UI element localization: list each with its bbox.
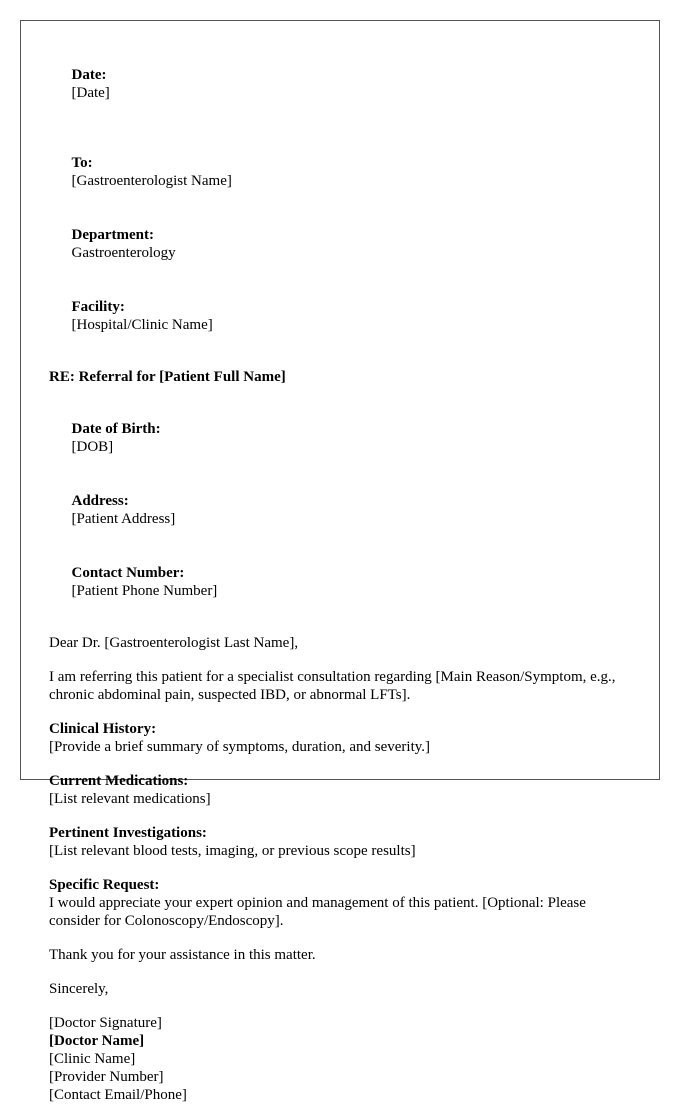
- thanks-line: Thank you for your assistance in this matter.: [49, 947, 316, 963]
- current-medications-section: [49, 772, 631, 808]
- re-block: [49, 368, 631, 386]
- clinical-history-section: [49, 720, 631, 756]
- doctor-signature: [Doctor Signature]: [49, 1015, 162, 1031]
- section-heading: Pertinent Investigations:: [49, 825, 207, 841]
- referral-letter: [20, 20, 660, 1103]
- section-heading: Current Medications:: [49, 773, 189, 789]
- date-label: Date:: [71, 67, 107, 83]
- closing-line: Sincerely,: [49, 981, 109, 997]
- department-value: Gastroenterology: [71, 245, 176, 261]
- section-body: [List relevant medications]: [49, 791, 211, 807]
- facility-value: [Hospital/Clinic Name]: [71, 317, 213, 333]
- section-body: I would appreciate your expert opinion and management of this patient. [Optional: Please consider for Colonoscopy/Endoscopy].: [49, 895, 590, 929]
- dob-value: [DOB]: [71, 439, 114, 455]
- re-line: RE: Referral for [Patient Full Name]: [49, 369, 286, 385]
- doctor-name: [Doctor Name]: [49, 1033, 145, 1049]
- facility-label: Facility:: [71, 299, 125, 315]
- date-value: [Date]: [71, 85, 110, 101]
- section-body: [List relevant blood tests, imaging, or previous scope results]: [49, 843, 416, 859]
- to-label: To:: [71, 155, 93, 171]
- address-label: Address:: [71, 493, 129, 509]
- section-heading: Clinical History:: [49, 721, 157, 737]
- patient-block: [49, 402, 631, 618]
- pertinent-investigations-section: [49, 824, 631, 860]
- contact-number-value: [Patient Phone Number]: [71, 583, 218, 599]
- salutation: Dear Dr. [Gastroenterologist Last Name],: [49, 635, 299, 651]
- date-block: [49, 48, 631, 120]
- signature-block: [49, 1014, 631, 1104]
- address-value: [Patient Address]: [71, 511, 176, 527]
- specific-request-section: [49, 876, 631, 930]
- section-heading: Specific Request:: [49, 877, 160, 893]
- recipient-block: [49, 136, 631, 352]
- contact-number-label: Contact Number:: [71, 565, 185, 581]
- dob-label: Date of Birth:: [71, 421, 161, 437]
- to-value: [Gastroenterologist Name]: [71, 173, 232, 189]
- intro-paragraph: I am referring this patient for a specialist consultation regarding [Main Reason/Symptom, e.g., chronic abdominal pain, suspected IBD, or abnormal LFTs].: [49, 669, 616, 703]
- section-body: [Provide a brief summary of symptoms, duration, and severity.]: [49, 739, 431, 755]
- provider-number: [Provider Number]: [49, 1069, 164, 1085]
- clinic-name: [Clinic Name]: [49, 1051, 136, 1067]
- department-label: Department:: [71, 227, 154, 243]
- contact-email-phone: [Contact Email/Phone]: [49, 1087, 187, 1103]
